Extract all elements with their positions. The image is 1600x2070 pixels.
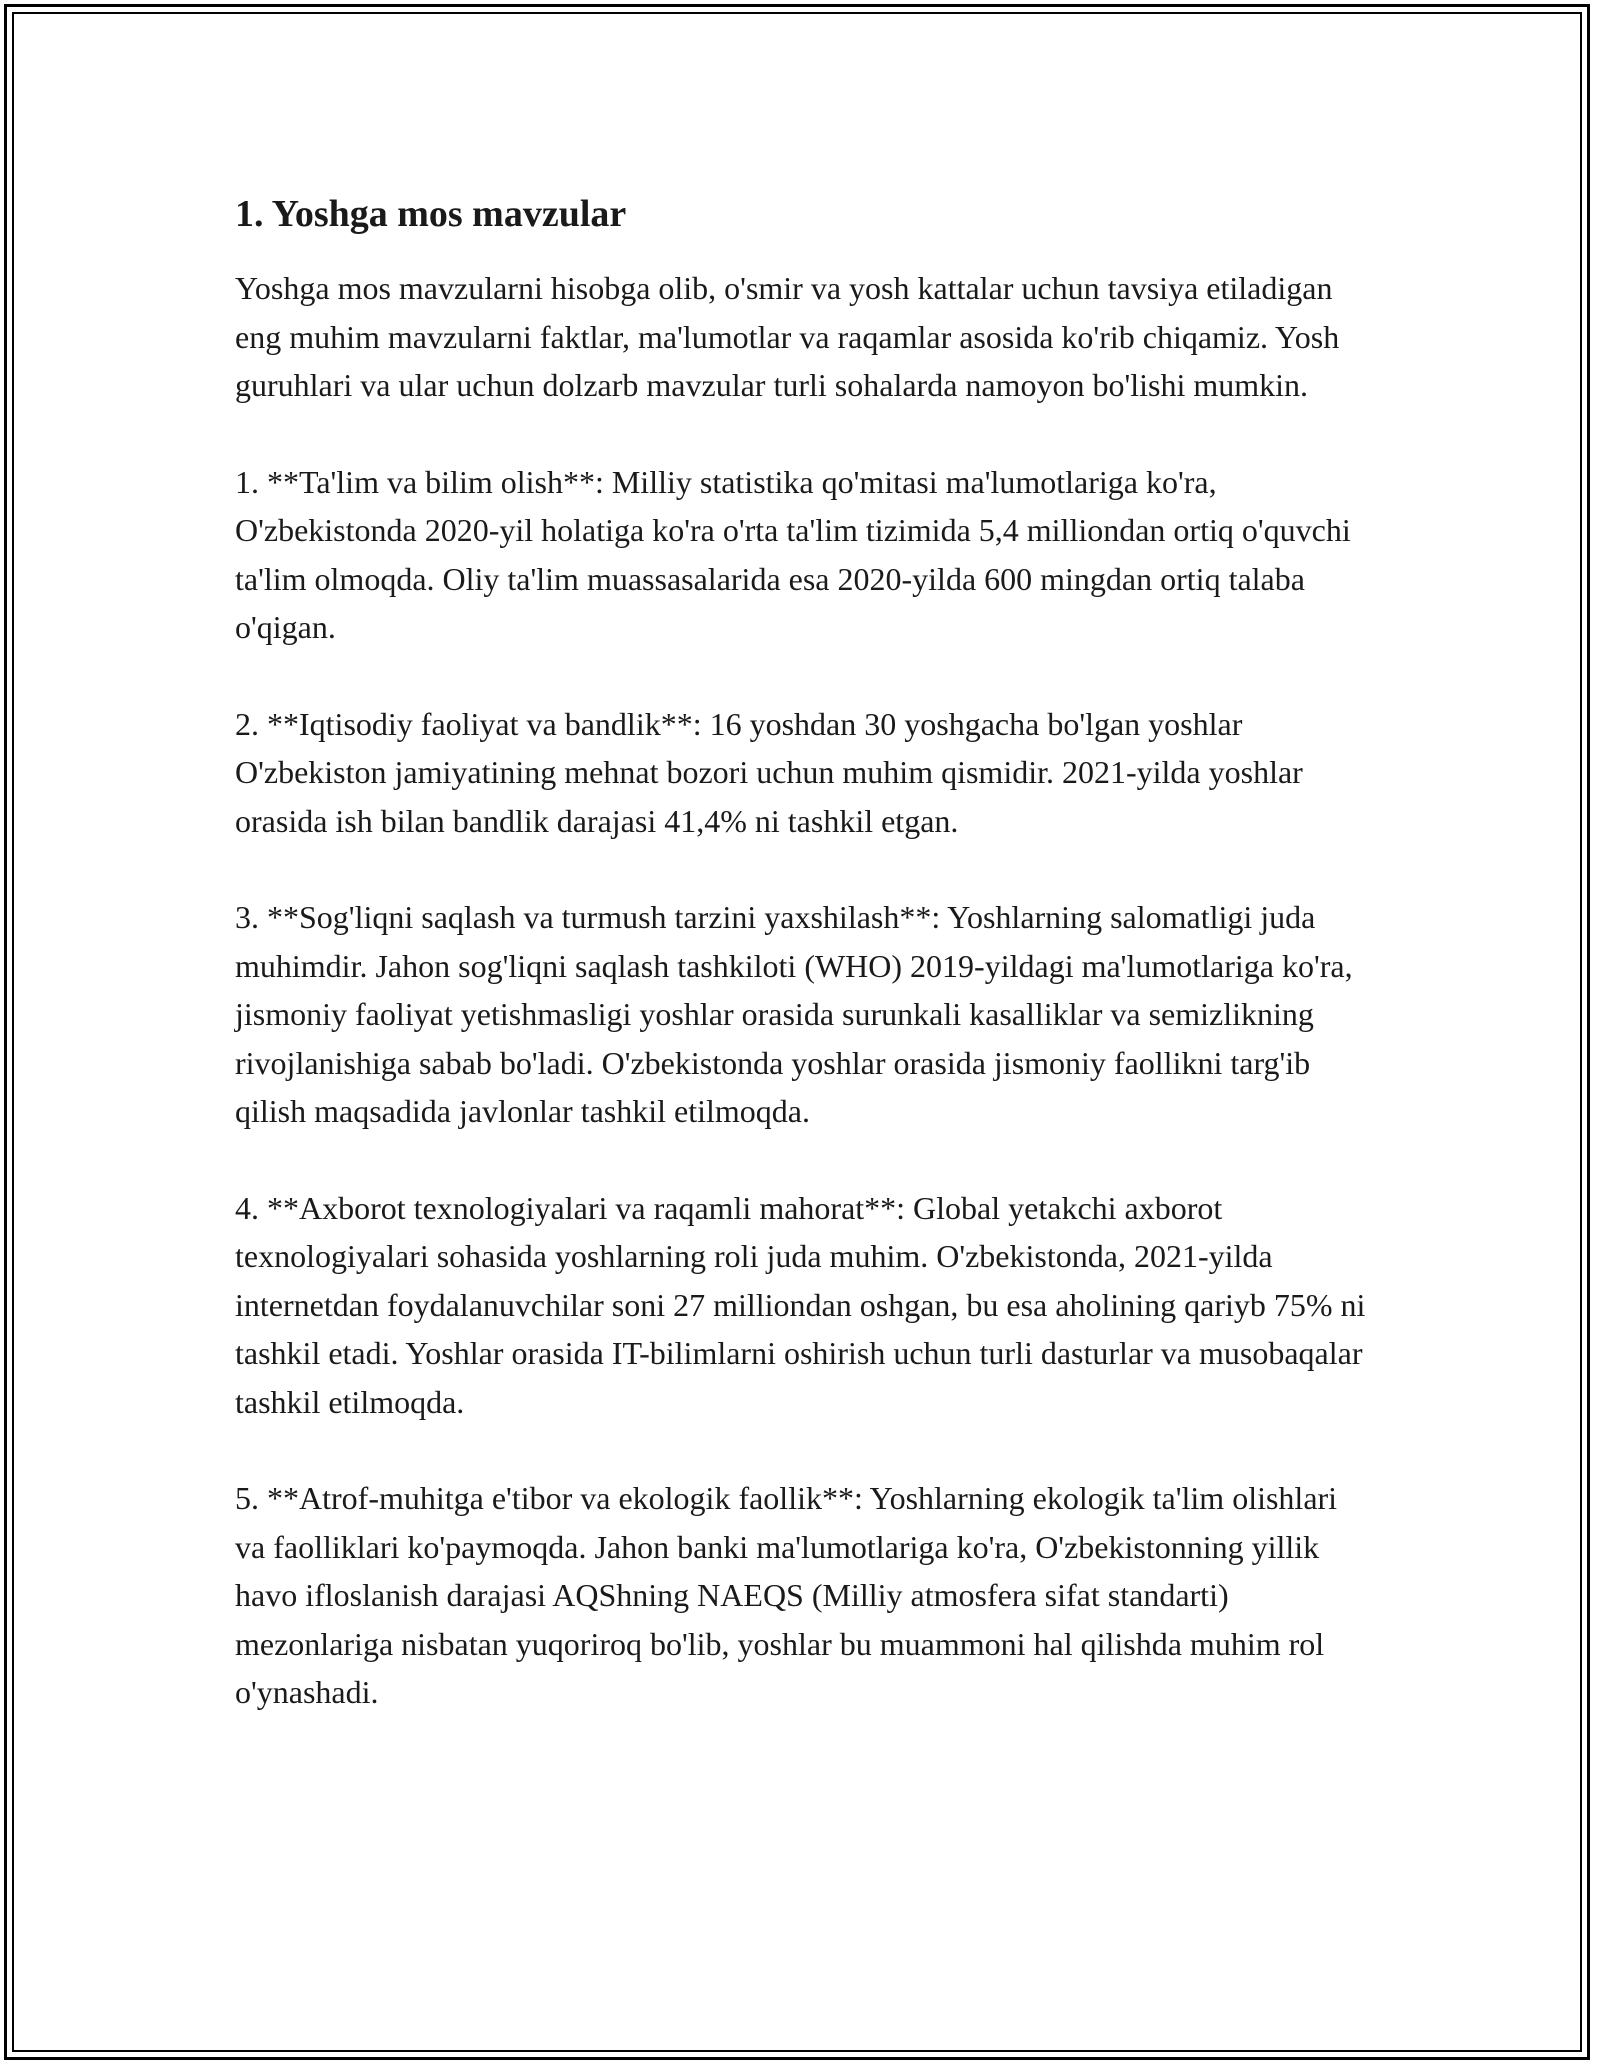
section-heading: 1. Yoshga mos mavzular [235, 193, 627, 235]
list-item-technology: 4. **Axborot texnologiyalari va raqamli mahorat**: Global yetakchi axborot texnologiyalari sohasida yoshlarning roli juda muhim. O'zbekistonda, 2021-yilda internetdan foydalanuvchilar soni 27 milliondan oshgan, bu esa aholining qariyb 75% ni tashkil etadi. Yoshlar orasida IT-bilimlarni oshirish uchun turli dasturlar va musobaqalar tashkil etilmoqda. [235, 1189, 1366, 1420]
intro-paragraph: Yoshga mos mavzularni hisobga olib, o'smir va yosh kattalar uchun tavsiya etiladigan eng muhim mavzularni faktlar, ma'lumotlar va raqamlar asosida ko'rib chiqamiz. Yosh guruhlari va ular uchun dolzarb mavzular turli sohalarda namoyon bo'lishi mumkin. [235, 270, 1340, 403]
list-item-health: 3. **Sog'liqni saqlash va turmush tarzini yaxshilash**: Yoshlarning salomatligi juda muhimdir. Jahon sog'liqni saqlash tashkiloti (WHO) 2019-yildagi ma'lumotlariga ko'ra, jismoniy faoliyat yetishmasligi yoshlar orasida surunkali kasalliklar va semizlikning rivojlanishiga sabab bo'ladi. O'zbekistonda yoshlar orasida jismoniy faollikni targ'ib qilish maqsadida javlonlar tashkil etilmoqda. [235, 899, 1353, 1129]
document-body [235, 186, 1375, 1765]
list-item-environment: 5. **Atrof-muhitga e'tibor va ekologik faollik**: Yoshlarning ekologik ta'lim olishlari va faolliklari ko'paymoqda. Jahon banki ma'lumotlariga ko'ra, O'zbekistonning yillik havo ifloslanish darajasi AQShning NAEQS (Milliy atmosfera sifat standarti) mezonlariga nisbatan yuqoriroq bo'lib, yoshlar bu muammoni hal qilishda muhim rol o'ynashadi. [235, 1480, 1338, 1710]
list-item-employment: 2. **Iqtisodiy faoliyat va bandlik**: 16 yoshdan 30 yoshgacha bo'lgan yoshlar O'zbekiston jamiyatining mehnat bozori uchun muhim qismidir. 2021-yilda yoshlar orasida ish bilan bandlik darajasi 41,4% ni tashkil etgan. [235, 705, 1303, 839]
list-item-education: 1. **Ta'lim va bilim olish**: Milliy statistika qo'mitasi ma'lumotlariga ko'ra, O'zbekistonda 2020-yil holatiga ko'ra o'rta ta'lim tizimida 5,4 milliondan ortiq o'quvchi ta'lim olmoqda. Oliy ta'lim muassasalarida esa 2020-yilda 600 mingdan ortiq talaba o'qigan. [235, 463, 1351, 645]
